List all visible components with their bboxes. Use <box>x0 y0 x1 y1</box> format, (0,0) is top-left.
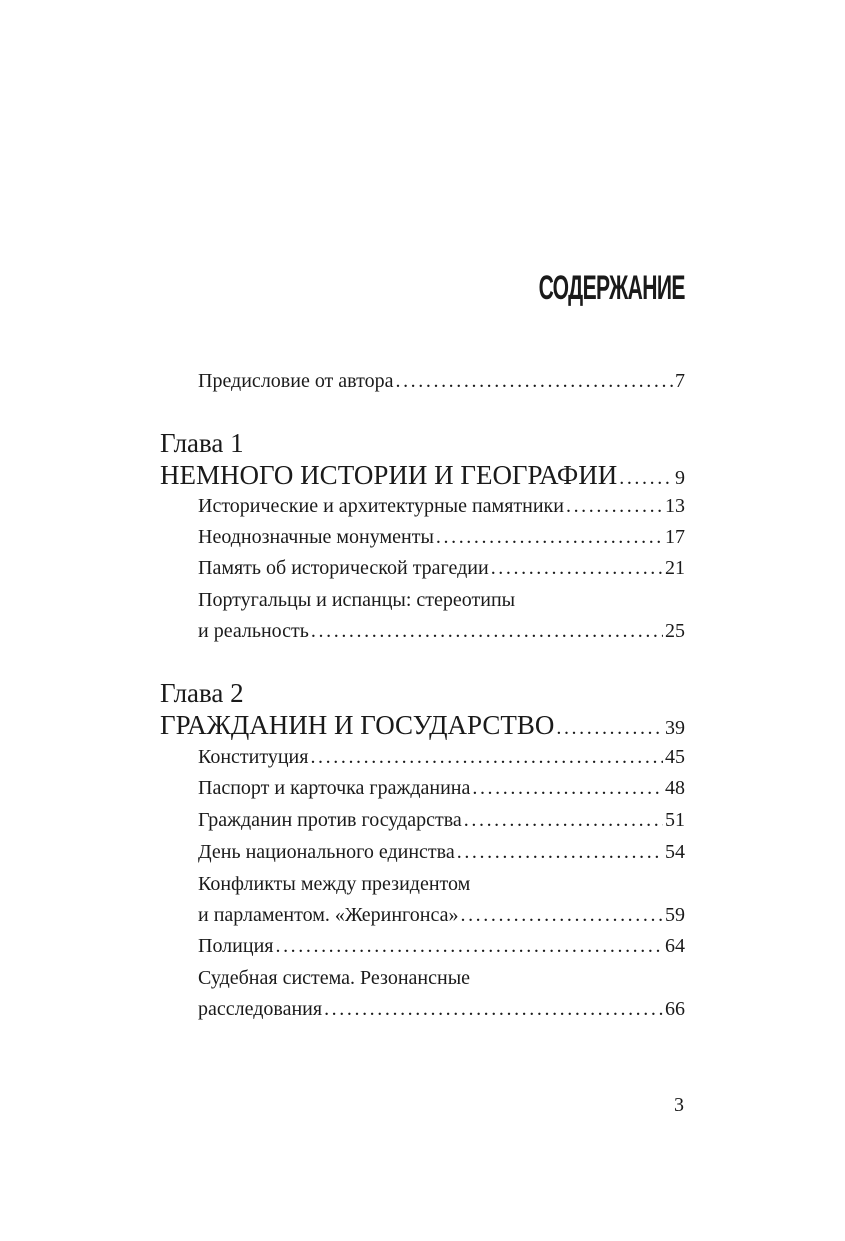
entry-page: 13 <box>665 495 685 517</box>
entry-page: 51 <box>665 809 685 831</box>
leader-dots <box>464 805 663 836</box>
leader-dots <box>460 900 663 931</box>
chapter-label: Глава 2 <box>160 678 244 708</box>
chapter-title[interactable] <box>160 458 685 495</box>
toc-entry-preface[interactable] <box>198 366 685 397</box>
entry-page: 25 <box>665 620 685 642</box>
toc-entry[interactable] <box>198 900 685 931</box>
toc-entry[interactable] <box>198 994 685 1025</box>
entry-title: День национального единства <box>198 841 455 863</box>
toc-entry[interactable] <box>198 931 685 962</box>
entry-page: 7 <box>675 370 685 392</box>
chapter-title[interactable] <box>160 708 685 745</box>
leader-dots <box>491 553 663 584</box>
toc-entry-line1[interactable]: Судебная система. Резонансные <box>198 967 471 989</box>
entry-title: расследования <box>198 998 323 1020</box>
entry-title: Полиция <box>198 935 274 957</box>
leader-dots <box>324 994 663 1025</box>
entry-title: Паспорт и карточка гражданина <box>198 777 471 799</box>
page-number: 3 <box>674 1094 684 1116</box>
entry-page: 48 <box>665 777 685 799</box>
toc-entry[interactable] <box>198 837 685 868</box>
entry-page: 45 <box>665 746 685 768</box>
leader-dots <box>472 773 663 804</box>
entry-title: Конституция <box>198 746 309 768</box>
entry-page: 59 <box>665 904 685 926</box>
chapter-title-text: ГРАЖДАНИН И ГОСУДАРСТВО <box>160 710 555 740</box>
entry-page: 66 <box>665 998 685 1020</box>
leader-dots <box>619 461 673 495</box>
toc-entry[interactable] <box>198 773 685 804</box>
toc-entry-line1[interactable]: Португальцы и испанцы: стереотипы <box>198 589 516 611</box>
toc-entry-line1[interactable]: Конфликты между президентом <box>198 873 471 895</box>
entry-title: Исторические и архитектурные памятники <box>198 495 564 517</box>
page-title: СОДЕРЖАНИЕ <box>538 269 685 307</box>
chapter-label: Глава 1 <box>160 428 244 458</box>
toc-entry[interactable] <box>198 742 685 773</box>
toc-entry[interactable] <box>198 491 685 522</box>
toc-entry[interactable] <box>198 616 685 647</box>
entry-title: Гражданин против государства <box>198 809 462 831</box>
chapter-title-text: НЕМНОГО ИСТОРИИ И ГЕОГРАФИИ <box>160 460 618 490</box>
leader-dots <box>275 931 663 962</box>
leader-dots <box>395 366 673 397</box>
leader-dots <box>556 711 663 745</box>
entry-title: Неоднозначные монументы <box>198 526 434 548</box>
entry-page: 21 <box>665 557 685 579</box>
entry-title: Память об исторической трагедии <box>198 557 489 579</box>
leader-dots <box>311 616 663 647</box>
entry-page: 54 <box>665 841 685 863</box>
leader-dots <box>566 491 663 522</box>
toc-entry[interactable] <box>198 522 685 553</box>
leader-dots <box>436 522 663 553</box>
entry-page: 17 <box>665 526 685 548</box>
toc-entry[interactable] <box>198 805 685 836</box>
entry-page: 64 <box>665 935 685 957</box>
entry-title: и парламентом. «Жерингонса» <box>198 904 459 926</box>
chapter-page: 39 <box>665 717 685 739</box>
entry-title: Предисловие от автора <box>198 370 394 392</box>
entry-title: и реальность <box>198 620 309 642</box>
leader-dots <box>310 742 663 773</box>
leader-dots <box>457 837 663 868</box>
toc-entry[interactable] <box>198 553 685 584</box>
chapter-page: 9 <box>675 467 685 489</box>
